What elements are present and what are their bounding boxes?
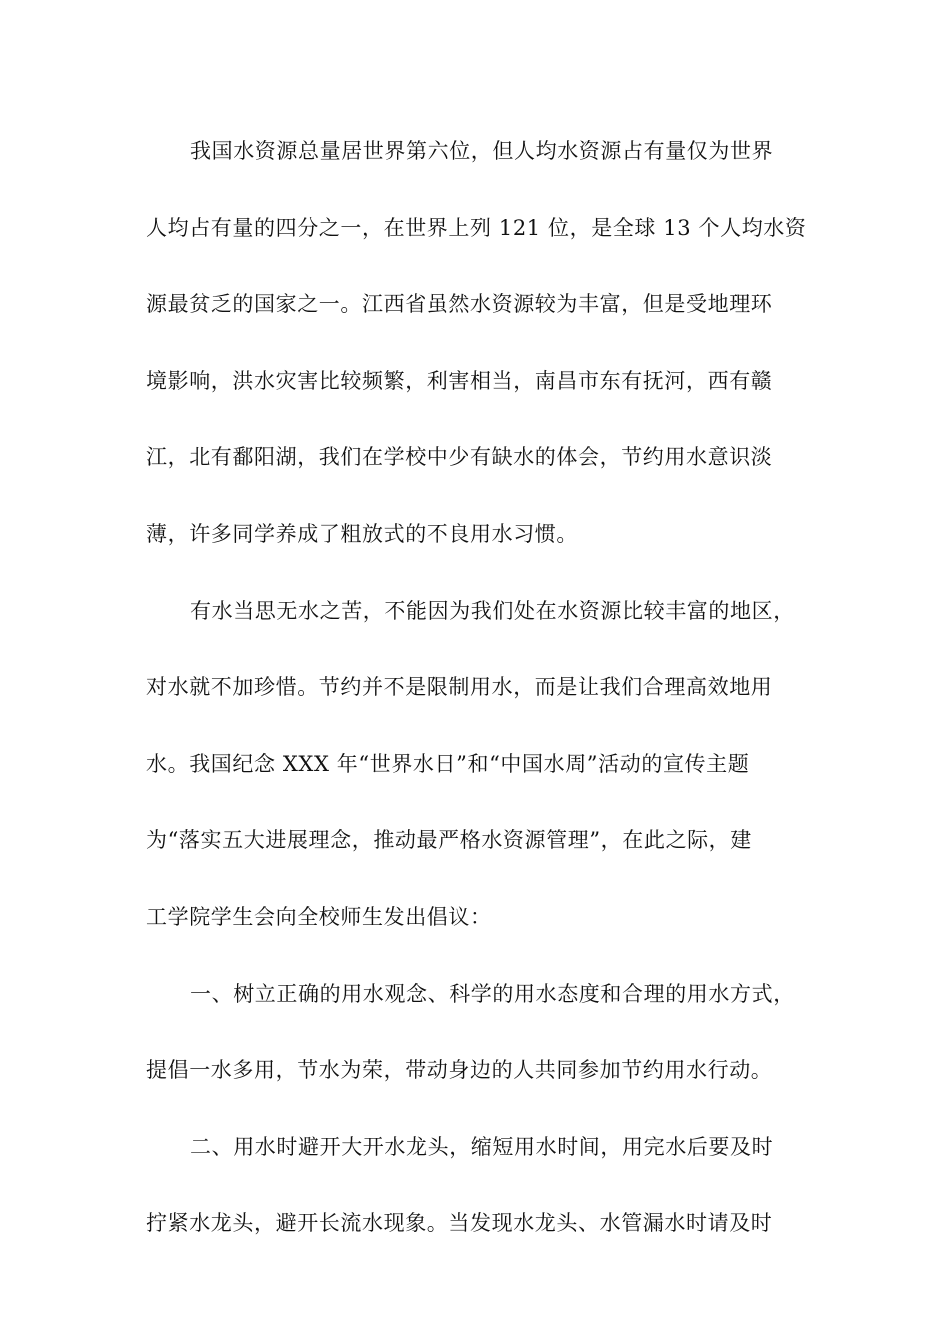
paragraph-3-line-1: 一、树立正确的用水观念、科学的用水态度和合理的用水方式， [190, 981, 795, 1006]
paragraph-1-line-4: 境影响，洪水灾害比较频繁，利害相当，南昌市东有抚河，西有赣 [146, 368, 773, 393]
paragraph-1-line-1: 我国水资源总量居世界第六位，但人均水资源占有量仅为世界 [190, 139, 774, 163]
paragraph-1-line-2: 人均占有量的四分之一，在世界上列 121 位，是全球 13 个人均水资 [146, 215, 807, 240]
paragraph-2-line-3: 水。我国纪念 XXX 年“世界水日”和“中国水周”活动的宣传主题 [146, 751, 750, 776]
paragraph-1-line-5: 江，北有鄱阳湖，我们在学校中少有缺水的体会，节约用水意识淡 [146, 445, 773, 470]
paragraph-2-line-4: 为“落实五大进展理念，推动最严格水资源管理”，在此之际，建 [146, 828, 752, 853]
paragraph-3-line-2: 提倡一水多用，节水为荣，带动身边的人共同参加节约用水行动。 [146, 1058, 773, 1083]
paragraph-2-line-5: 工学院学生会向全校师生发出倡议： [146, 904, 492, 929]
paragraph-2-line-1: 有水当思无水之苦，不能因为我们处在水资源比较丰富的地区， [190, 598, 795, 623]
paragraph-1-line-3: 源最贫乏的国家之一。江西省虽然水资源较为丰富，但是受地理环 [146, 292, 773, 317]
paragraph-4-line-1: 二、用水时避开大开水龙头，缩短用水时间，用完水后要及时 [190, 1134, 774, 1159]
body-text [146, 132, 806, 1281]
paragraph-1-line-6: 薄，许多同学养成了粗放式的不良用水习惯。 [146, 521, 578, 546]
paragraph-4-line-2: 拧紧水龙头，避开长流水现象。当发现水龙头、水管漏水时请及时 [146, 1211, 773, 1236]
paragraph-2-line-2: 对水就不加珍惜。节约并不是限制用水，而是让我们合理高效地用 [146, 675, 773, 700]
